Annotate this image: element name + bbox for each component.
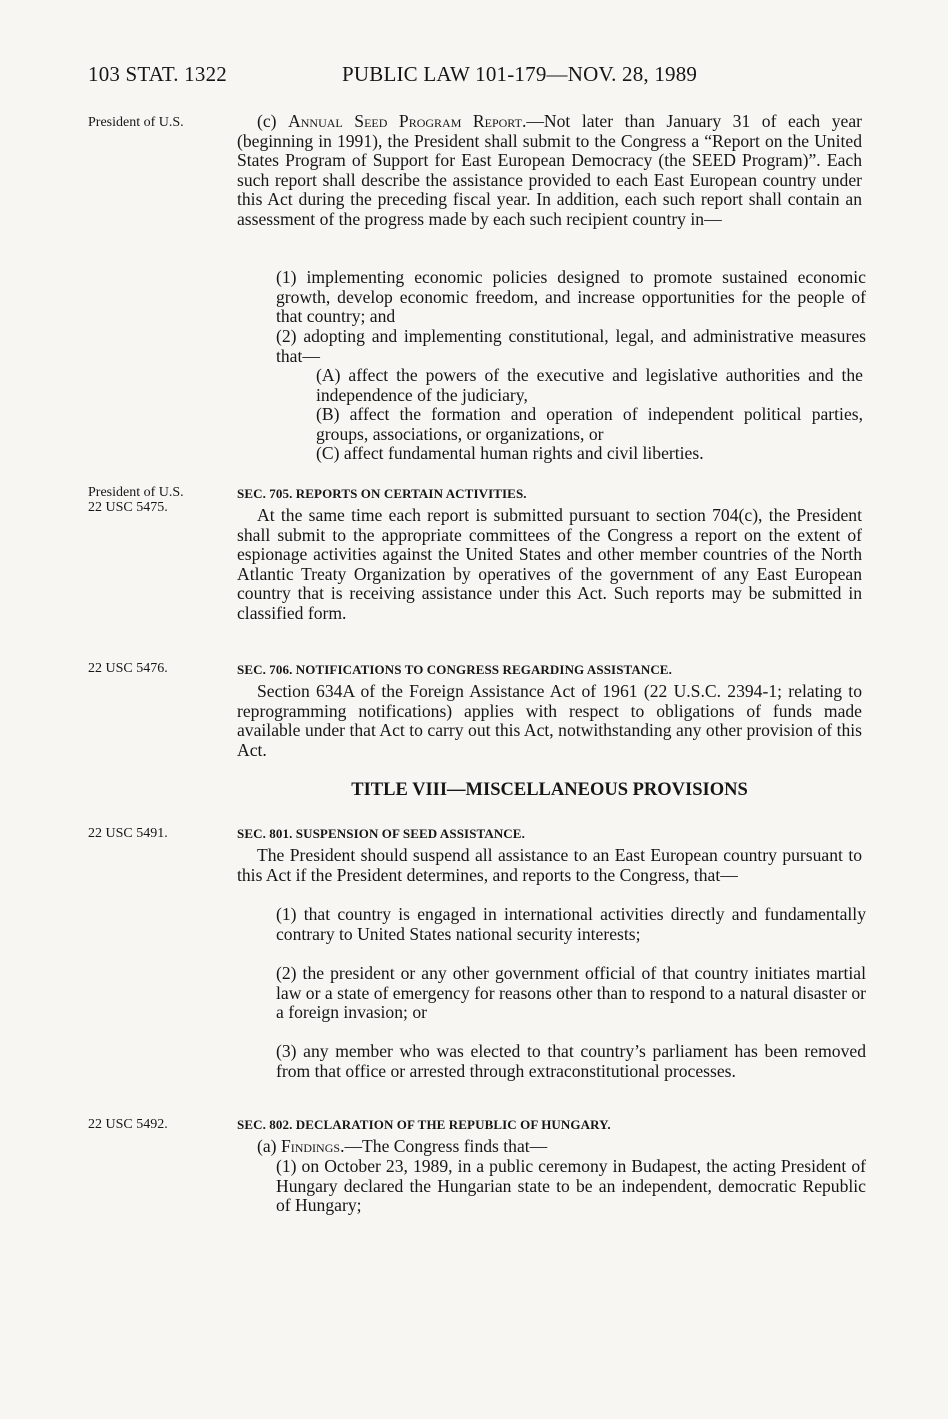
section-706-text: Section 634A of the Foreign Assistance Act of 1961 (22 U.S.C. 2394-1; relating to reprogramming notifications) applies with respect to obligations of funds made available under that Act to carry out this Act, notwithstanding any other provision of this Act.	[237, 681, 862, 760]
section-802-item-1: (1) on October 23, 1989, in a public ceremony in Budapest, the acting President of Hungary declared the Hungarian state to be an independent, democratic Republic of Hungary;	[276, 1156, 866, 1215]
margin-note-president: President of U.S.	[88, 115, 184, 130]
section-801-item-2: (2) the president or any other government official of that country initiates martial law or a state of emergency for reasons other than to respond to a natural disaster or a foreign invasion; or	[276, 963, 866, 1022]
section-704c-item-2: (2) adopting and implementing constitutional, legal, and administrative measures that—	[276, 326, 866, 366]
margin-note-usc-5492: 22 USC 5492.	[88, 1117, 168, 1132]
subsection-heading: Annual Seed Program Report	[288, 111, 522, 131]
subsection-text: .—Not later than January 31 of each year (beginning in 1991), the President shall submit to the Congress a “Report on the United States Program of Support for East European Democracy (the SEED Program)”. Each such report shall describe the assistance provided to each East European country under this Act during the preceding fiscal year. In addition, each such report shall contain an assessment of the progress made by each such recipient country in—	[237, 111, 862, 229]
title-viii-heading: TITLE VIII—MISCELLANEOUS PROVISIONS	[351, 780, 748, 800]
section-802-findings	[257, 1137, 862, 1157]
margin-note-usc-5475: 22 USC 5475.	[88, 500, 168, 515]
margin-note-usc-5491: 22 USC 5491.	[88, 826, 168, 841]
section-801-heading: SEC. 801. SUSPENSION OF SEED ASSISTANCE.	[237, 826, 525, 841]
section-802-heading: SEC. 802. DECLARATION OF THE REPUBLIC OF HUNGARY.	[237, 1117, 611, 1132]
section-801-item-3: (3) any member who was elected to that country’s parliament has been removed from that office or arrested through extraconstitutional processes.	[276, 1041, 866, 1081]
section-704c-item-c: (C) affect fundamental human rights and civil liberties.	[316, 443, 704, 463]
section-705-text: At the same time each report is submitted pursuant to section 704(c), the President shall submit to the appropriate committees of the Congress a report on the extent of espionage activities against the United States and other member countries of the North Atlantic Treaty Organization by operatives of the government of any East European country that is receiving assistance under this Act. Such reports may be submitted in classified form.	[237, 505, 862, 623]
section-801-text: The President should suspend all assistance to an East European country pursuant to this Act if the President determines, and reports to the Congress, that—	[237, 845, 862, 885]
section-704c-item-b: (B) affect the formation and operation of independent political parties, groups, associations, or organizations, or	[316, 404, 863, 444]
subsection-label: (c)	[257, 111, 289, 131]
statute-citation: 103 STAT. 1322	[88, 62, 227, 86]
margin-note-usc-5476: 22 USC 5476.	[88, 661, 168, 676]
findings-text: .—The Congress finds that—	[340, 1136, 548, 1156]
section-801-item-1: (1) that country is engaged in international activities directly and fundamentally contrary to United States national security interests;	[276, 904, 866, 944]
running-head: PUBLIC LAW 101-179—NOV. 28, 1989	[342, 62, 698, 86]
section-704c-item-a: (A) affect the powers of the executive and legislative authorities and the independence of the judiciary,	[316, 365, 863, 405]
section-704c-paragraph	[237, 112, 862, 229]
section-704c-item-1: (1) implementing economic policies designed to promote sustained economic growth, develop economic freedom, and increase opportunities for the people of that country; and	[276, 267, 866, 326]
margin-note-president-2: President of U.S.	[88, 485, 184, 500]
findings-label: (a)	[257, 1136, 281, 1156]
findings-heading: Findings	[280, 1136, 341, 1156]
section-705-heading: SEC. 705. REPORTS ON CERTAIN ACTIVITIES.	[237, 486, 527, 501]
section-706-heading: SEC. 706. NOTIFICATIONS TO CONGRESS REGARDING ASSISTANCE.	[237, 662, 672, 677]
